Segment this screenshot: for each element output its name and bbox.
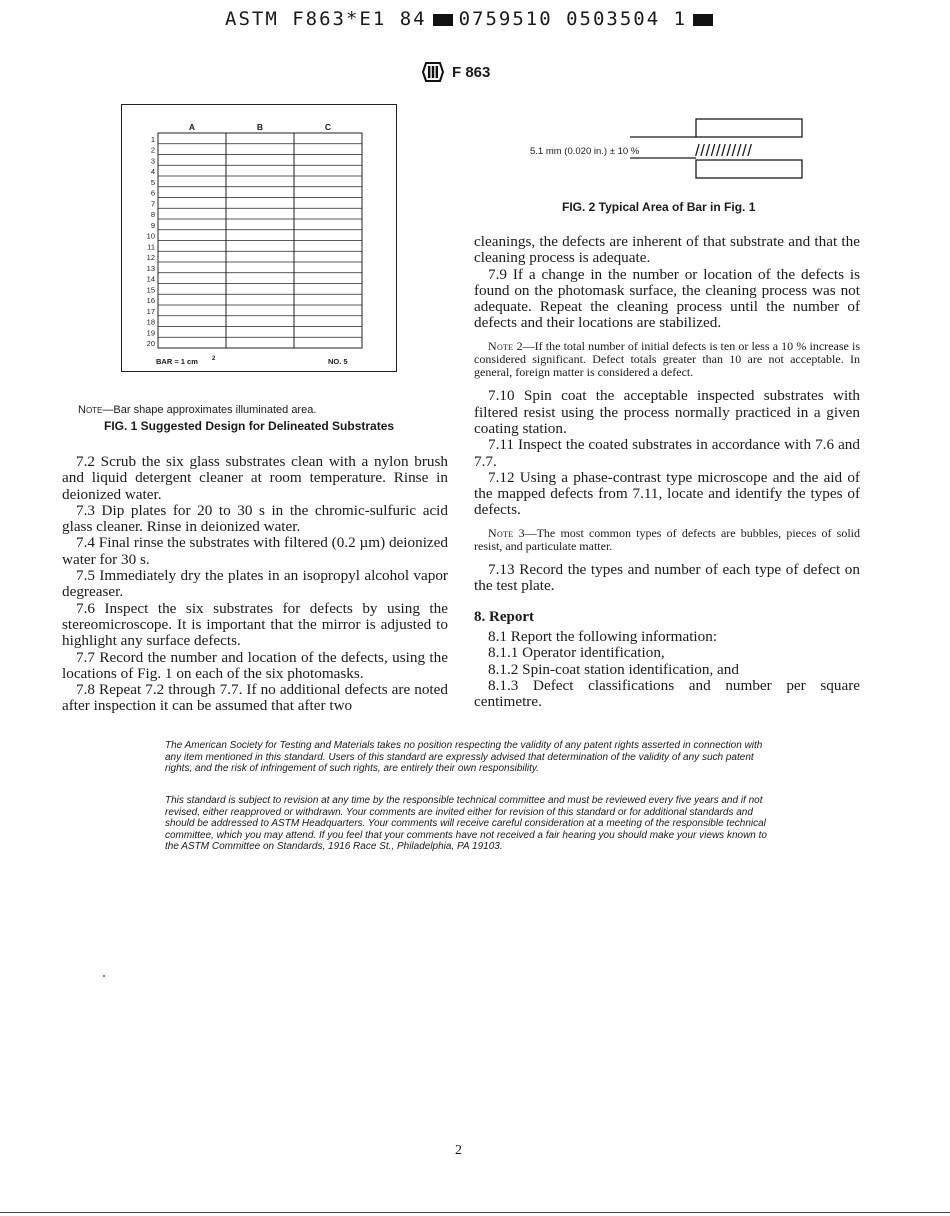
column-label: B — [256, 122, 264, 132]
patent-disclaimer: The American Society for Testing and Materials takes no position respecting the validity of any patent rights asserted in connection with any item mentioned in this standard. Users of this standard are expressly advised that determination of the validity of any such patent rights, and the risk of infringement of such rights, are entirely their own responsibility. — [165, 740, 763, 775]
left-column — [62, 454, 448, 715]
row-label: 5 — [150, 177, 155, 187]
paragraph-8-1-2: 8.1.2 Spin-coat station identification, and — [488, 660, 739, 678]
row-label: 4 — [150, 167, 155, 176]
paragraph-7-8: 7.8 Repeat 7.2 through 7.7. If no additional defects are noted after inspection it can be assumed that after two — [62, 681, 448, 715]
paragraph-7-10: 7.10 Spin coat the acceptable inspected substrates with filtered resist using the process normally practiced in a given coating station. — [474, 387, 860, 437]
row-label: 3 — [150, 156, 155, 166]
paragraph-8-1: 8.1 Report the following information: — [488, 628, 718, 646]
astm-designation — [420, 60, 490, 84]
figure-2-caption: FIG. 2 Typical Area of Bar in Fig. 1 — [562, 200, 756, 214]
figure-1-note — [78, 404, 316, 416]
figure-1-grid — [122, 105, 395, 370]
note-3 — [474, 527, 860, 553]
page-number: 2 — [455, 1143, 462, 1158]
row-label: 12 — [146, 253, 155, 262]
note-3-prefix: Note — [488, 525, 514, 540]
note-text: —Bar shape approximates illuminated area. — [102, 404, 317, 416]
bar-area-superscript: 2 — [212, 356, 216, 362]
black-bar-mark — [693, 14, 713, 26]
document-code-part2: 0759510 0503504 1 — [458, 8, 688, 30]
paragraph-7-3: 7.3 Dip plates for 20 to 30 s in the chromic-sulfuric acid glass cleaner. Rinse in deionized water. — [62, 501, 448, 536]
designation-number: F 863 — [452, 63, 491, 81]
note-prefix: Note — [78, 404, 103, 416]
row-label: 19 — [146, 328, 155, 338]
upper-bar — [696, 119, 802, 137]
document-code-header — [225, 8, 719, 30]
paragraph-7-6: 7.6 Inspect the six substrates for defects by using the stereomicroscope. It is important that the mirror is adjusted to highlight any surface defects. — [62, 599, 448, 650]
paragraph-7-7: 7.7 Record the number and location of the defects, using the locations of Fig. 1 on each of the six photomasks. — [62, 648, 448, 682]
figure-2-dimension: 5.1 mm (0.020 in.) ± 10 % — [530, 146, 640, 157]
row-label: 14 — [146, 274, 155, 284]
figure-1-frame — [121, 104, 397, 372]
section-8-heading: 8. Report — [474, 608, 534, 625]
right-column — [474, 234, 860, 711]
column-label: C — [324, 122, 332, 132]
row-label: 17 — [146, 306, 155, 316]
note-2-prefix: Note — [488, 338, 514, 353]
figure-1-caption: FIG. 1 Suggested Design for Delineated Substrates — [104, 419, 395, 433]
plate-number-label: NO. 5 — [328, 357, 348, 366]
paragraph-7-2: 7.2 Scrub the six glass substrates clean with a nylon brush and liquid detergent cleaner at room temperature. Rinse in deionized water. — [62, 453, 448, 503]
row-label: 9 — [150, 220, 155, 230]
row-label: 15 — [146, 285, 155, 295]
row-label: 10 — [146, 231, 155, 241]
lower-bar — [696, 160, 802, 178]
hatched-bar: /////////// — [695, 141, 753, 160]
column-label: A — [188, 122, 196, 132]
black-bar-mark — [433, 14, 453, 26]
paragraph-7-5: 7.5 Immediately dry the plates in an isopropyl alcohol vapor degreaser. — [62, 567, 448, 601]
paragraph-continuation: cleanings, the defects are inherent of that substrate and that the cleaning process is adequate. — [474, 233, 860, 267]
paragraph-7-4: 7.4 Final rinse the substrates with filtered (0.2 µm) deionized water for 30 s. — [62, 534, 448, 568]
paragraph-8-1-1: 8.1.1 Operator identification, — [488, 644, 665, 662]
paragraph-7-12: 7.12 Using a phase-contrast type microscope and the aid of the mapped defects from 7.11, locate and identify the types of defects. — [474, 468, 860, 519]
document-code-part1: ASTM F863*E1 84 — [225, 8, 427, 30]
paragraph-7-9: 7.9 If a change in the number or location of the defects is found on the photomask surface, the cleaning process was not adequate. Repeat the cleaning process until the number of defects and their locations are stabilized. — [474, 265, 860, 332]
astm-logo-icon — [420, 60, 446, 84]
row-label: 13 — [146, 263, 155, 273]
scan-speck — [103, 975, 105, 977]
row-label: 7 — [150, 199, 155, 209]
paragraph-8-1-3: 8.1.3 Defect classifications and number per square centimetre. — [474, 676, 860, 711]
row-label: 18 — [146, 317, 155, 327]
row-label: 2 — [150, 145, 155, 155]
row-label: 1 — [150, 134, 155, 144]
scan-edge-line — [0, 1212, 950, 1213]
paragraph-7-13: 7.13 Record the types and number of each type of defect on the test plate. — [474, 561, 860, 595]
bar-area-label: BAR = 1 cm — [156, 357, 198, 366]
row-label: 16 — [146, 296, 155, 305]
note-3-text: 3—The most common types of defects are bubbles, pieces of solid resist, and particulate matter. — [474, 525, 860, 553]
note-2 — [474, 340, 860, 380]
row-label: 8 — [150, 210, 155, 219]
row-label: 11 — [147, 242, 155, 252]
figure-2-diagram — [528, 118, 818, 182]
row-label: 6 — [150, 188, 155, 198]
revision-notice: This standard is subject to revision at any time by the responsible technical committee and must be reviewed every five years and if not revised, either reapproved or withdrawn. Your comments are invited either for revision of this standard or for additional standards and should be addressed to ASTM Headquarters. Your comments will receive careful consideration at a meeting of the responsible technical committee, which you may attend. If you feel that your comments have not received a fair hearing you should make your views known to the ASTM Committee on Standards, 1916 Race St., Philadelphia, PA 19103. — [165, 795, 767, 853]
row-label: 20 — [146, 339, 155, 348]
note-2-text: 2—If the total number of initial defects is ten or less a 10 % increase is considered significant. Defect totals greater than 10 are not acceptable. In general, foreign matter is considered a defect. — [474, 338, 860, 380]
paragraph-7-11: 7.11 Inspect the coated substrates in accordance with 7.6 and 7.7. — [474, 436, 860, 470]
